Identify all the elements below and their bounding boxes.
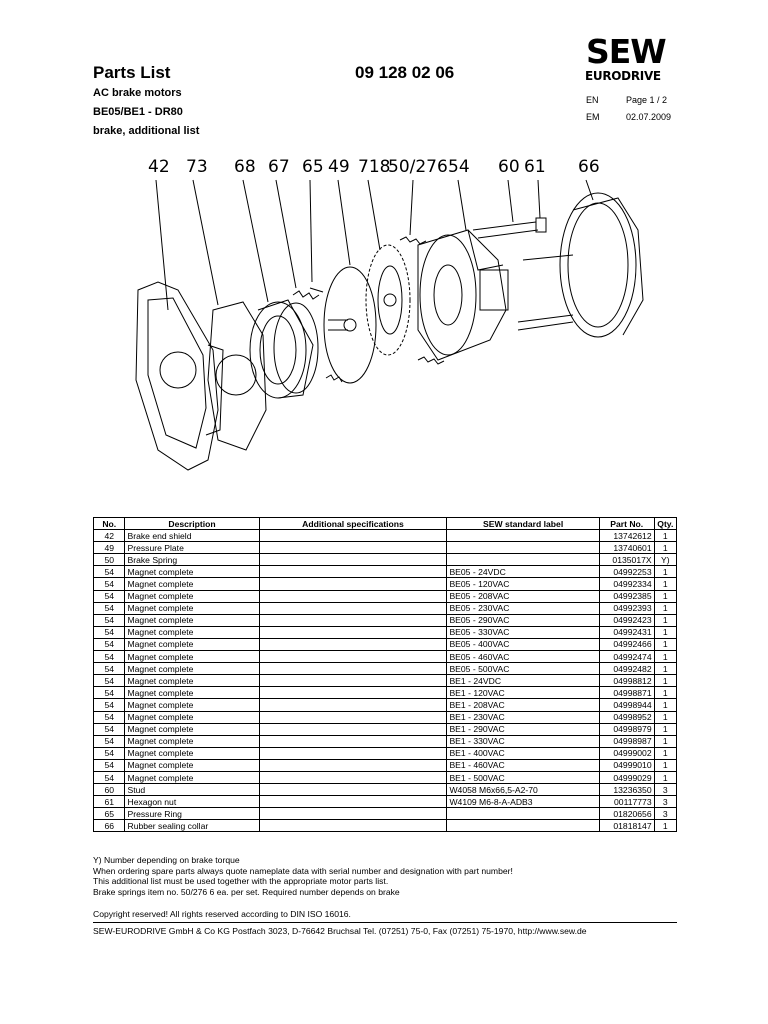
table-header-row: [94, 518, 677, 530]
cell-description: Magnet complete: [125, 687, 259, 699]
cell-qty: 1: [654, 759, 676, 771]
cell-sew-standard-label: BE05 - 24VDC: [447, 566, 599, 578]
cell-description: Magnet complete: [125, 699, 259, 711]
cell-additional-specifications: [259, 784, 447, 796]
cell-description: Magnet complete: [125, 578, 259, 590]
callout-54: 54: [448, 157, 470, 177]
cell-part-no: 04992474: [599, 651, 654, 663]
note-line: Brake springs item no. 50/276 6 ea. per set. Required number depends on brake: [93, 886, 400, 897]
cell-part-no: 04998987: [599, 735, 654, 747]
cell-sew-standard-label: BE05 - 460VAC: [447, 651, 599, 663]
cell-additional-specifications: [259, 687, 447, 699]
copyright-notice: Copyright reserved! All rights reserved according to DIN ISO 16016.: [93, 909, 351, 919]
cell-part-no: 04992431: [599, 626, 654, 638]
cell-additional-specifications: [259, 663, 447, 675]
cell-part-no: 04992385: [599, 590, 654, 602]
language-code: EN: [586, 95, 599, 105]
cell-description: Magnet complete: [125, 663, 259, 675]
cell-no: 54: [94, 699, 125, 711]
cell-additional-specifications: [259, 796, 447, 808]
cell-part-no: 04992253: [599, 566, 654, 578]
page-number: Page 1 / 2: [626, 95, 668, 105]
cell-qty: 1: [654, 542, 676, 554]
cell-description: Magnet complete: [125, 723, 259, 735]
callout-50-276: 50/276: [388, 157, 448, 177]
callout-49: 49: [328, 157, 350, 177]
cell-additional-specifications: [259, 759, 447, 771]
em-label: EM: [586, 112, 600, 122]
table-row: [94, 820, 677, 832]
note-line: When ordering spare parts always quote nameplate data with serial number and designation with part number!: [93, 865, 513, 876]
cell-additional-specifications: [259, 578, 447, 590]
callout-68: 68: [234, 157, 256, 177]
cell-description: Magnet complete: [125, 626, 259, 638]
subtitle-line-1: AC brake motors: [93, 87, 182, 99]
cell-qty: 1: [654, 590, 676, 602]
cell-part-no: 04999002: [599, 747, 654, 759]
cell-no: 54: [94, 711, 125, 723]
cell-no: 54: [94, 626, 125, 638]
cell-description: Magnet complete: [125, 566, 259, 578]
cell-additional-specifications: [259, 747, 447, 759]
cell-additional-specifications: [259, 723, 447, 735]
table-row: [94, 602, 677, 614]
table-row: [94, 808, 677, 820]
table-row: [94, 747, 677, 759]
cell-sew-standard-label: BE05 - 330VAC: [447, 626, 599, 638]
cell-part-no: 01818147: [599, 820, 654, 832]
cell-qty: Y): [654, 554, 676, 566]
cell-part-no: 00117773: [599, 796, 654, 808]
cell-sew-standard-label: W4109 M6-8-A-ADB3: [447, 796, 599, 808]
cell-additional-specifications: [259, 566, 447, 578]
cell-qty: 1: [654, 614, 676, 626]
cell-part-no: 04998979: [599, 723, 654, 735]
column-header-additional-specifications: Additional specifications: [259, 518, 447, 530]
cell-part-no: 0135017X: [599, 554, 654, 566]
cell-description: Magnet complete: [125, 735, 259, 747]
cell-additional-specifications: [259, 735, 447, 747]
cell-description: Magnet complete: [125, 590, 259, 602]
cell-part-no: 04998812: [599, 675, 654, 687]
callout-61: 61: [524, 157, 546, 177]
cell-sew-standard-label: BE1 - 400VAC: [447, 747, 599, 759]
cell-no: 61: [94, 796, 125, 808]
table-row: [94, 675, 677, 687]
cell-sew-standard-label: BE05 - 290VAC: [447, 614, 599, 626]
cell-sew-standard-label: BE05 - 120VAC: [447, 578, 599, 590]
cell-qty: 1: [654, 675, 676, 687]
table-row: [94, 590, 677, 602]
cell-no: 54: [94, 578, 125, 590]
cell-qty: 1: [654, 723, 676, 735]
cell-qty: 1: [654, 566, 676, 578]
cell-qty: 1: [654, 699, 676, 711]
callout-42: 42: [148, 157, 170, 177]
note-line: This additional list must be used together with the appropriate motor parts list.: [93, 876, 389, 887]
cell-sew-standard-label: BE05 - 500VAC: [447, 663, 599, 675]
callout-67: 67: [268, 157, 290, 177]
cell-sew-standard-label: BE1 - 230VAC: [447, 711, 599, 723]
cell-description: Magnet complete: [125, 675, 259, 687]
cell-additional-specifications: [259, 530, 447, 542]
cell-no: 65: [94, 808, 125, 820]
column-header-sew-standard-label: SEW standard label: [447, 518, 599, 530]
cell-description: Magnet complete: [125, 711, 259, 723]
cell-additional-specifications: [259, 651, 447, 663]
table-row: [94, 784, 677, 796]
callout-73: 73: [186, 157, 208, 177]
cell-no: 49: [94, 542, 125, 554]
sew-eurodrive-logo: [582, 32, 682, 86]
logo-sew-text: SEW: [586, 32, 666, 71]
cell-qty: 1: [654, 663, 676, 675]
cell-description: Magnet complete: [125, 638, 259, 650]
cell-additional-specifications: [259, 626, 447, 638]
cell-no: 54: [94, 747, 125, 759]
cell-description: Brake Spring: [125, 554, 259, 566]
cell-description: Pressure Ring: [125, 808, 259, 820]
cell-sew-standard-label: BE1 - 460VAC: [447, 759, 599, 771]
cell-part-no: 04999010: [599, 759, 654, 771]
cell-qty: 1: [654, 578, 676, 590]
parts-table-body: [94, 530, 677, 832]
table-row: [94, 771, 677, 783]
cell-qty: 1: [654, 530, 676, 542]
cell-no: 54: [94, 735, 125, 747]
cell-qty: 1: [654, 687, 676, 699]
cell-part-no: 04998952: [599, 711, 654, 723]
cell-no: 54: [94, 723, 125, 735]
cell-additional-specifications: [259, 554, 447, 566]
document-number: 09 128 02 06: [355, 63, 455, 82]
cell-description: Magnet complete: [125, 614, 259, 626]
cell-no: 50: [94, 554, 125, 566]
cell-no: 54: [94, 663, 125, 675]
cell-description: Brake end shield: [125, 530, 259, 542]
note-line: Y) Number depending on brake torque: [93, 855, 240, 865]
table-row: [94, 578, 677, 590]
cell-sew-standard-label: BE1 - 24VDC: [447, 675, 599, 687]
table-row: [94, 699, 677, 711]
document-date: 02.07.2009: [626, 112, 672, 122]
cell-no: 54: [94, 566, 125, 578]
table-row: [94, 687, 677, 699]
cell-description: Rubber sealing collar: [125, 820, 259, 832]
cell-part-no: 04992466: [599, 638, 654, 650]
cell-qty: 1: [654, 638, 676, 650]
cell-sew-standard-label: BE05 - 208VAC: [447, 590, 599, 602]
cell-additional-specifications: [259, 590, 447, 602]
cell-description: Pressure Plate: [125, 542, 259, 554]
cell-no: 42: [94, 530, 125, 542]
table-row: [94, 542, 677, 554]
subtitle-line-3: brake, additional list: [93, 125, 200, 137]
cell-no: 54: [94, 651, 125, 663]
cell-no: 54: [94, 675, 125, 687]
cell-description: Magnet complete: [125, 759, 259, 771]
table-row: [94, 759, 677, 771]
cell-no: 54: [94, 759, 125, 771]
cell-qty: 1: [654, 651, 676, 663]
cell-qty: 1: [654, 735, 676, 747]
cell-no: 54: [94, 687, 125, 699]
cell-description: Magnet complete: [125, 651, 259, 663]
cell-qty: 1: [654, 711, 676, 723]
table-row: [94, 530, 677, 542]
notes-block: [93, 855, 513, 897]
cell-part-no: 13742612: [599, 530, 654, 542]
cell-part-no: 04992334: [599, 578, 654, 590]
column-header-description: Description: [125, 518, 259, 530]
cell-additional-specifications: [259, 771, 447, 783]
cell-no: 54: [94, 590, 125, 602]
exploded-view-drawing: [118, 150, 658, 495]
column-header-qty: Qty.: [654, 518, 676, 530]
cell-part-no: 13740601: [599, 542, 654, 554]
footer-divider: [93, 922, 677, 923]
cell-additional-specifications: [259, 602, 447, 614]
cell-no: 54: [94, 638, 125, 650]
table-row: [94, 638, 677, 650]
cell-no: 60: [94, 784, 125, 796]
subtitle-line-2: BE05/BE1 - DR80: [93, 106, 183, 118]
cell-part-no: 04998871: [599, 687, 654, 699]
cell-description: Magnet complete: [125, 602, 259, 614]
cell-sew-standard-label: [447, 542, 599, 554]
cell-additional-specifications: [259, 675, 447, 687]
cell-sew-standard-label: BE1 - 208VAC: [447, 699, 599, 711]
cell-sew-standard-label: BE1 - 120VAC: [447, 687, 599, 699]
cell-no: 66: [94, 820, 125, 832]
callout-60: 60: [498, 157, 520, 177]
cell-description: Magnet complete: [125, 771, 259, 783]
cell-qty: 1: [654, 747, 676, 759]
table-row: [94, 711, 677, 723]
cell-additional-specifications: [259, 614, 447, 626]
cell-sew-standard-label: BE1 - 290VAC: [447, 723, 599, 735]
callout-718: 718: [358, 157, 391, 177]
cell-qty: 3: [654, 808, 676, 820]
column-header-no: No.: [94, 518, 125, 530]
cell-description: Magnet complete: [125, 747, 259, 759]
table-row: [94, 663, 677, 675]
cell-part-no: 04999029: [599, 771, 654, 783]
cell-additional-specifications: [259, 711, 447, 723]
cell-sew-standard-label: [447, 808, 599, 820]
cell-sew-standard-label: BE05 - 230VAC: [447, 602, 599, 614]
page-title: Parts List: [93, 63, 171, 82]
cell-no: 54: [94, 614, 125, 626]
callout-66: 66: [578, 157, 600, 177]
cell-sew-standard-label: [447, 820, 599, 832]
cell-qty: 1: [654, 602, 676, 614]
cell-description: Hexagon nut: [125, 796, 259, 808]
cell-part-no: 01820656: [599, 808, 654, 820]
logo-eurodrive-text: EURODRIVE: [585, 69, 661, 83]
cell-no: 54: [94, 771, 125, 783]
cell-qty: 3: [654, 784, 676, 796]
table-row: [94, 651, 677, 663]
table-row: [94, 796, 677, 808]
cell-part-no: 04998944: [599, 699, 654, 711]
callout-65: 65: [302, 157, 324, 177]
table-row: [94, 735, 677, 747]
table-row: [94, 626, 677, 638]
cell-additional-specifications: [259, 820, 447, 832]
company-footer: SEW-EURODRIVE GmbH & Co KG Postfach 3023, D-76642 Bruchsal Tel. (07251) 75-0, Fax (07251) 75-1970, http://www.sew.de: [93, 926, 587, 936]
table-row: [94, 614, 677, 626]
cell-qty: 1: [654, 771, 676, 783]
cell-sew-standard-label: BE1 - 330VAC: [447, 735, 599, 747]
cell-sew-standard-label: W4058 M6x66,5-A2-70: [447, 784, 599, 796]
cell-sew-standard-label: [447, 530, 599, 542]
cell-sew-standard-label: BE05 - 400VAC: [447, 638, 599, 650]
column-header-part-no: Part No.: [599, 518, 654, 530]
cell-additional-specifications: [259, 542, 447, 554]
cell-qty: 1: [654, 820, 676, 832]
cell-part-no: 13236350: [599, 784, 654, 796]
cell-no: 54: [94, 602, 125, 614]
cell-qty: 3: [654, 796, 676, 808]
cell-additional-specifications: [259, 808, 447, 820]
table-row: [94, 723, 677, 735]
cell-additional-specifications: [259, 638, 447, 650]
cell-sew-standard-label: BE1 - 500VAC: [447, 771, 599, 783]
cell-qty: 1: [654, 626, 676, 638]
table-row: [94, 554, 677, 566]
table-row: [94, 566, 677, 578]
cell-part-no: 04992393: [599, 602, 654, 614]
cell-part-no: 04992423: [599, 614, 654, 626]
cell-additional-specifications: [259, 699, 447, 711]
cell-part-no: 04992482: [599, 663, 654, 675]
parts-table: [93, 517, 677, 832]
cell-description: Stud: [125, 784, 259, 796]
cell-sew-standard-label: [447, 554, 599, 566]
